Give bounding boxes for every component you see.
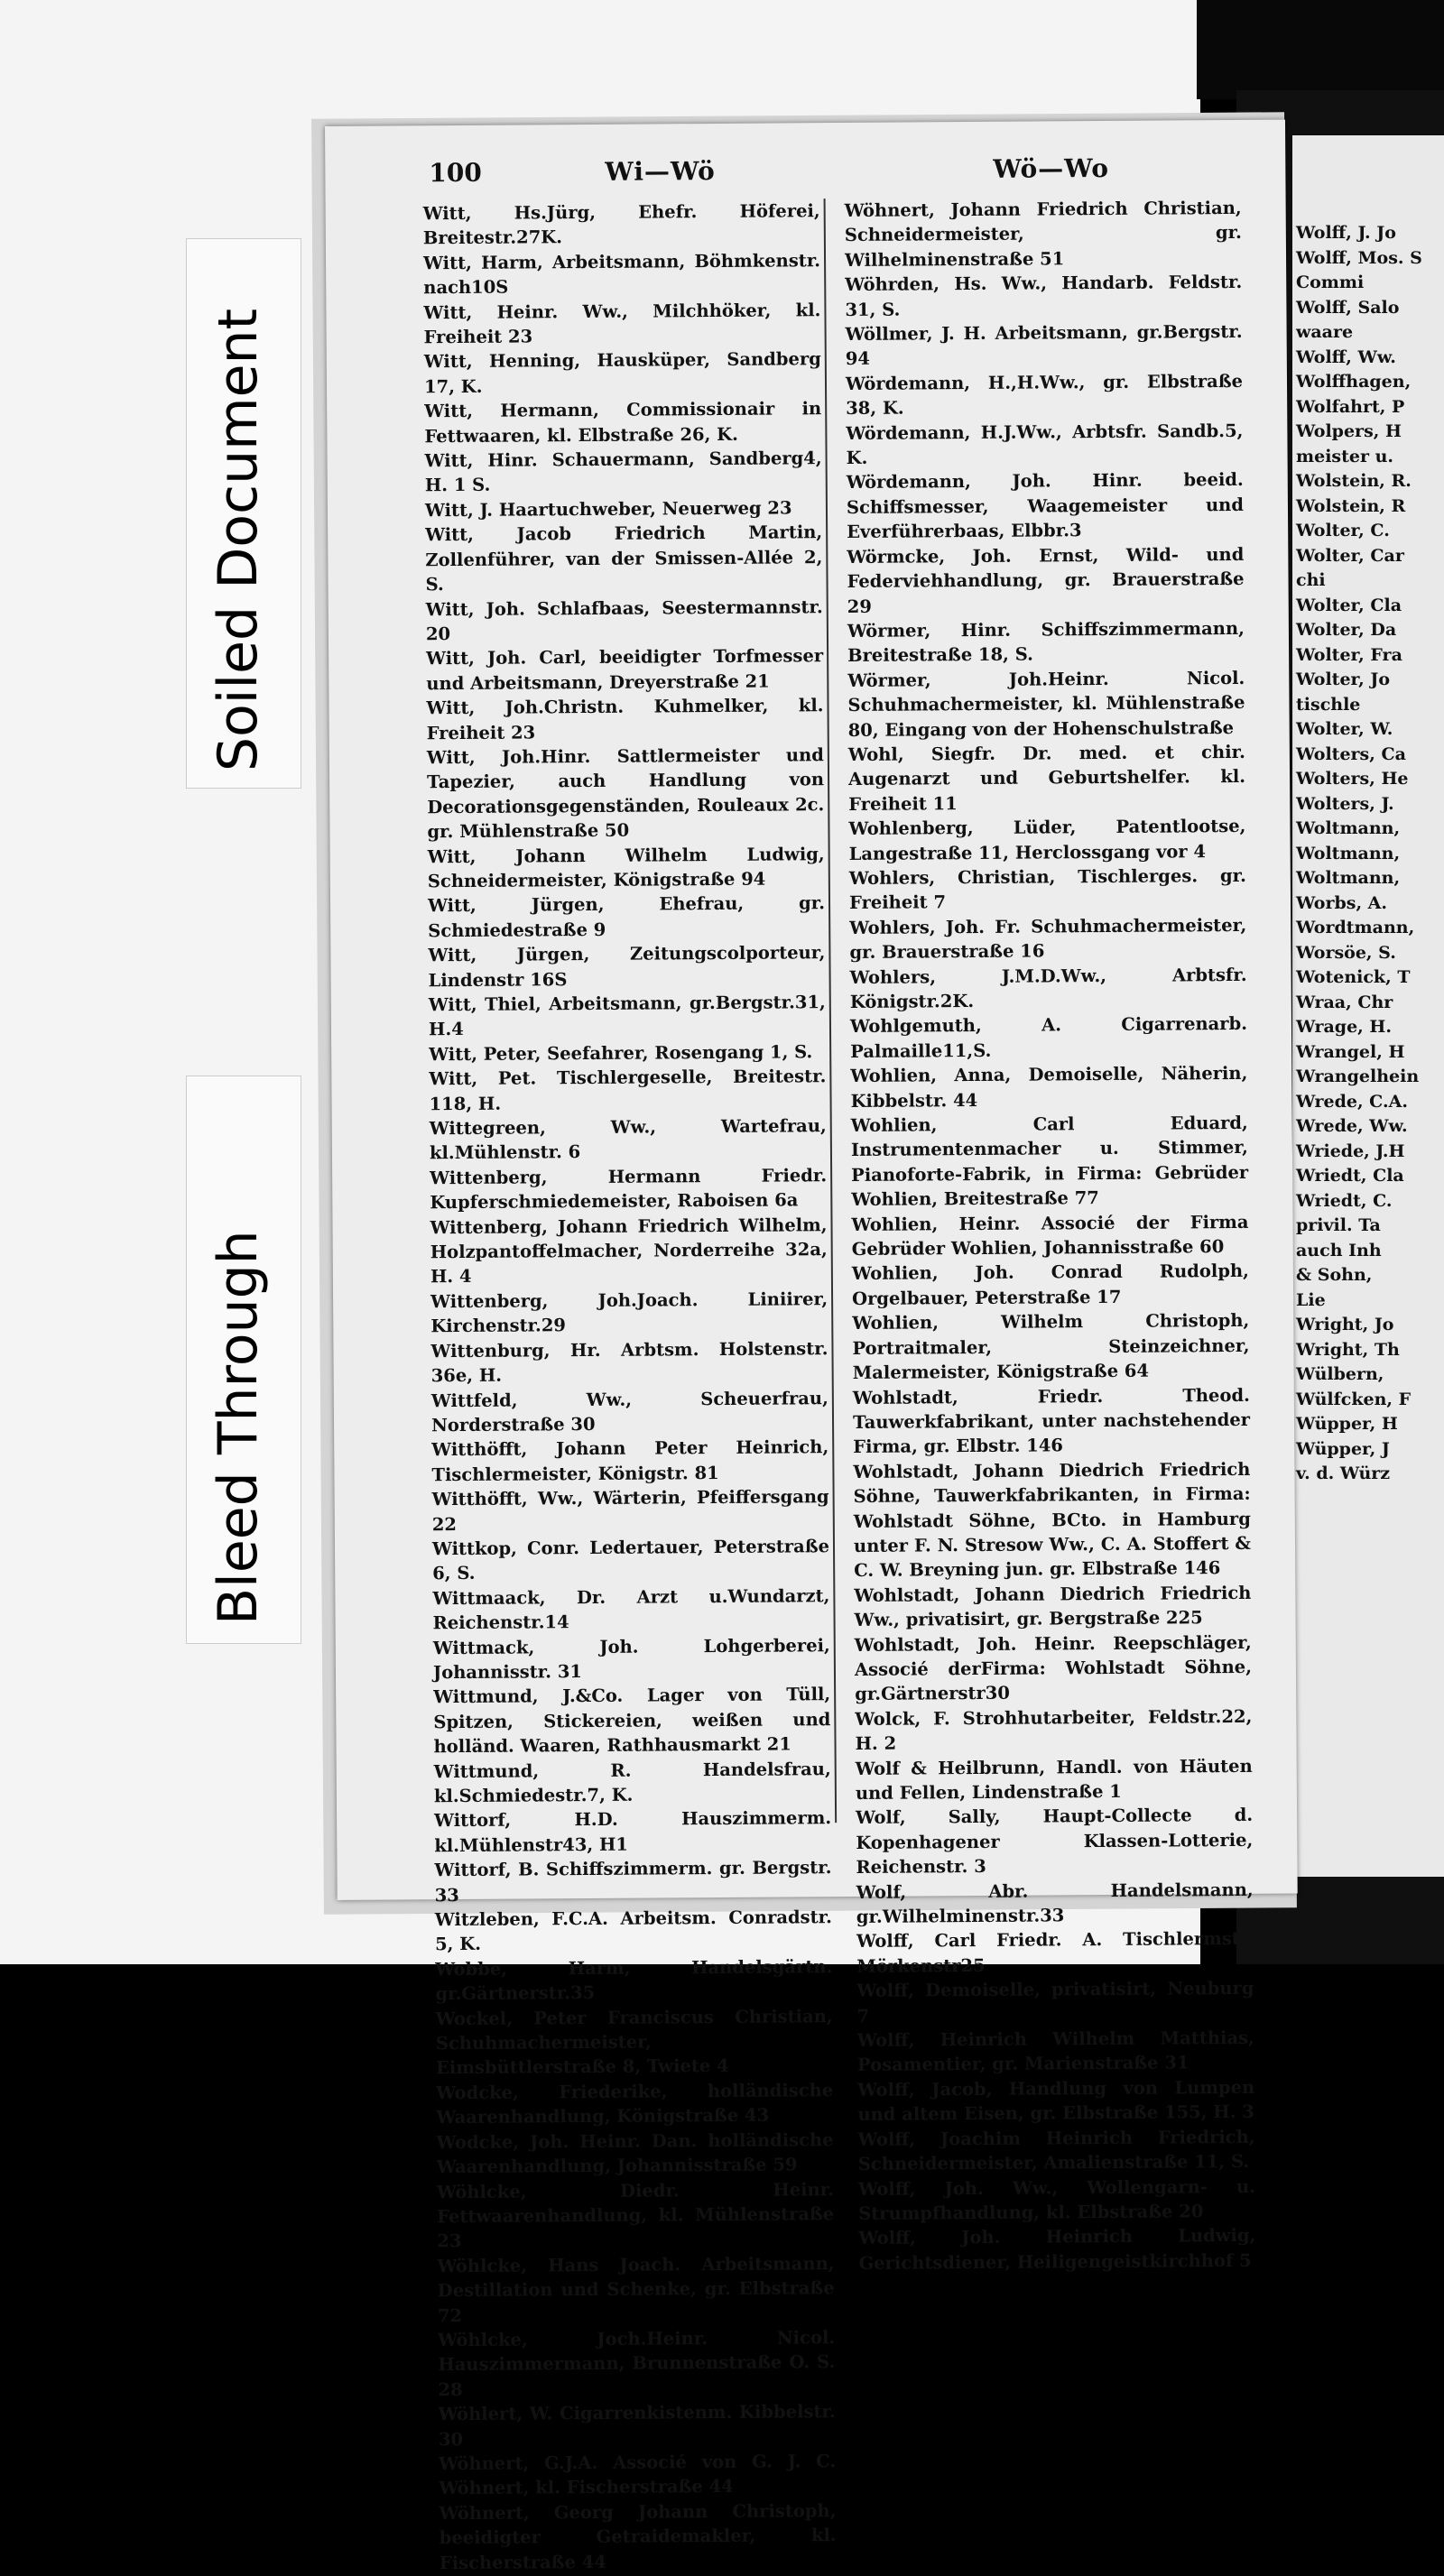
- directory-entry: Witt, Harm, Arbeitsmann, Böhmkenstr. nach10S: [422, 249, 821, 299]
- directory-entry: Witt, Hinr. Schauermann, Sandberg4, H. 1 S.: [424, 448, 822, 496]
- directory-entry: Wohlien, Carl Eduard, Instrumentenmacher u. Stimmer, Pianoforte-Fabrik, in Firma: Gebrüder Wohlien, Breitestraße 77: [850, 1112, 1249, 1211]
- directory-entry: Witt, Joh.Hinr. Sattlermeister und Tapezier, auch Handlung von Decorationsgegenständen, Rouleaux 2c. gr. Mühlenstraße 50: [426, 744, 825, 843]
- next-page-fragment: [1292, 135, 1444, 1877]
- right-range-heading: Wö—Wo: [993, 152, 1110, 184]
- directory-entry: Wolff, Joh. Heinrich Ludwig, Gerichtsdiener, Heiligengeistkirchhof 5: [858, 2225, 1256, 2274]
- next-page-line: Worbs, A.: [1296, 892, 1388, 913]
- directory-entry: Wohlgemuth, A. Cigarrenarb. Palmaille11,S.: [849, 1013, 1248, 1062]
- next-page-line: Wolstein, R.: [1296, 471, 1412, 491]
- next-page-line: Wolters, J.: [1296, 793, 1394, 814]
- next-page-line: Wriede, J.H: [1296, 1140, 1405, 1161]
- directory-entry: Wohl, Siegfr. Dr. med. et chir. Augenarzt und Geburtshelfer. kl. Freiheit 11: [847, 741, 1246, 815]
- next-page-line: Wülbern,: [1296, 1364, 1384, 1384]
- directory-entry: Wolff, Carl Friedr. A. Tischlermstr. Mörkenstr25: [856, 1928, 1254, 1977]
- directory-entry: Witt, J. Haartuchweber, Neuerweg 23: [424, 497, 792, 522]
- directory-entry: Wolff, Joachim Heinrich Friedrich, Schneidermeister, Amalienstraße 11, S.: [857, 2126, 1255, 2175]
- next-page-line: Wolpers, H: [1296, 421, 1402, 441]
- page-header: [325, 152, 1285, 195]
- directory-entry: Wockel, Peter Franciscus Christian, Schuhmachermeister, Eimsbüttlerstraße 8, Twiete 4: [435, 2005, 833, 2079]
- next-page-line: Wolstein, R: [1296, 495, 1406, 516]
- next-page-line: Wülfcken, F: [1296, 1389, 1412, 1409]
- directory-entry: Witthöfft, Ww., Wärterin, Pfeiffersgang 22: [431, 1486, 829, 1535]
- next-page-line: Wolter, Fra: [1296, 644, 1402, 665]
- directory-entry: Wohlien, Wilhelm Christoph, Portraitmaler, Steinzeichner, Malermeister, Königstraße 64: [852, 1310, 1250, 1384]
- directory-entry: Wohlstadt, Friedr. Theod. Tauwerkfabrikant, unter nachstehender Firma, gr. Elbstr. 146: [852, 1384, 1251, 1458]
- next-page-line: meister u.: [1296, 446, 1394, 466]
- directory-entry: Wohlenberg, Lüder, Patentlootse, Langestraße 11, Herclossgang vor 4: [848, 816, 1246, 864]
- directory-entry: Wolf, Sally, Haupt-Collecte d. Kopenhagener Klassen-Lotterie, Reichenstr. 3: [856, 1805, 1254, 1879]
- directory-entry: Wöhnert, Georg Johann Christoph, beeidigter Getraidemakler, kl. Fischerstraße 44: [439, 2499, 837, 2573]
- next-page-line: Wordtmann,: [1296, 918, 1415, 937]
- directory-entry: Wolff, Heinrich Wilhelm Matthias, Posamentier, gr. Marienstraße 31: [856, 2027, 1254, 2076]
- directory-entry: Witt, Jürgen, Ehefrau, gr. Schmiedestraße 9: [427, 892, 826, 942]
- next-page-line: Wolter, Car: [1296, 545, 1404, 566]
- next-page-line: Wriedt, C.: [1296, 1190, 1393, 1211]
- directory-entry: Wohlers, J.M.D.Ww., Arbtsfr. Königstr.2K.: [849, 964, 1247, 1012]
- directory-entry: Wittorf, H.D. Hauszimmerm. kl.Mühlenstr43, H1: [434, 1807, 832, 1857]
- directory-entry: Wördemann, H.J.Ww., Arbtsfr. Sandb.5, K.: [846, 420, 1244, 469]
- directory-entry: Wohlers, Christian, Tischlerges. gr. Freiheit 7: [848, 864, 1246, 914]
- next-page-line: Lie: [1296, 1289, 1326, 1310]
- next-page-line: Wolters, He: [1296, 769, 1409, 789]
- next-page-line: Wolfahrt, P: [1296, 396, 1405, 417]
- next-page-line: Wrede, C.A.: [1296, 1091, 1408, 1112]
- next-page-line: Wrage, H.: [1296, 1017, 1392, 1037]
- next-page-line: waare: [1296, 322, 1354, 342]
- next-page-line: Wolff, Salo: [1296, 297, 1400, 318]
- next-page-line: Wolff, J. Jo: [1296, 223, 1396, 243]
- directory-entry: Wolff, Demoiselle, privatisirt, Neuburg 7: [856, 1978, 1254, 2027]
- directory-entry: Wolf & Heilbrunn, Handl. von Häuten und Fellen, Lindenstraße 1: [855, 1755, 1253, 1804]
- scan-border-top: [1197, 0, 1444, 99]
- next-page-line: privil. Ta: [1296, 1215, 1381, 1235]
- label-soiled-text: Soiled Document: [207, 308, 270, 771]
- directory-entry: Wohlien, Heinr. Associé der Firma Gebrüder Wohlien, Johannisstraße 60: [851, 1211, 1249, 1260]
- next-page-line: Wrede, Ww.: [1296, 1116, 1408, 1136]
- directory-entry: Wolff, Joh. Ww., Wollengarn- u. Strumpfhandlung, kl. Elbstraße 20: [857, 2175, 1256, 2224]
- next-page-line: Wüpper, J: [1296, 1438, 1390, 1459]
- directory-entry: Witthöfft, Johann Peter Heinrich, Tischlermeister, Königstr. 81: [431, 1436, 829, 1485]
- page-number: 100: [429, 157, 482, 189]
- next-page-line: Wolff, Ww.: [1296, 346, 1396, 367]
- directory-entry: Witt, Joh. Schlafbaas, Seestermannstr. 20: [425, 596, 823, 645]
- directory-entry: Wolck, F. Strohhutarbeiter, Feldstr.22, H. 2: [855, 1705, 1253, 1755]
- directory-entry: Wittfeld, Ww., Scheuerfrau, Norderstraße 30: [430, 1387, 828, 1436]
- directory-entry: Witt, Pet. Tischlergeselle, Breitestr. 118, H.: [429, 1066, 827, 1114]
- directory-entry: Wodcke, Friederike, holländische Waarenhandlung, Königstraße 43: [436, 2079, 834, 2128]
- directory-entry: Wohlien, Joh. Conrad Rudolph, Orgelbauer, Peterstraße 17: [851, 1260, 1249, 1309]
- directory-entry: Wittegreen, Ww., Wartefrau, kl.Mühlenstr. 6: [429, 1115, 827, 1164]
- directory-entry: Wohlers, Joh. Fr. Schuhmachermeister, gr. Brauerstraße 16: [849, 914, 1247, 964]
- next-page-line: Woltmann,: [1296, 843, 1401, 863]
- directory-entry: Wohlien, Anna, Demoiselle, Näherin, Kibbelstr. 44: [850, 1063, 1248, 1112]
- next-page-line: Wolter, Cla: [1296, 595, 1402, 615]
- directory-entry: Wöhrden, Hs. Ww., Handarb. Feldstr. 31, S.: [845, 272, 1243, 320]
- next-page-line: Wrangelhein: [1296, 1066, 1420, 1086]
- next-page-line: tischle: [1296, 694, 1361, 715]
- directory-entry: Witt, Hs.Jürg, Ehefr. Höferei, Breitestr.27K.: [422, 200, 820, 249]
- right-column: [845, 196, 1256, 2276]
- directory-entry: Wodcke, Joh. Heinr. Dan. holländische Waarenhandlung, Johannisstraße 59: [436, 2128, 834, 2178]
- next-page-line: Wriedt, Cla: [1296, 1166, 1404, 1186]
- next-page-column: [1296, 221, 1444, 1487]
- next-page-line: Commi: [1296, 272, 1365, 292]
- directory-entry: Witt, Joh.Christn. Kuhmelker, kl. Freiheit 23: [426, 695, 824, 743]
- directory-entry: Witt, Johann Wilhelm Ludwig, Schneidermeister, Königstraße 94: [427, 843, 825, 892]
- directory-entry: Wittenburg, Hr. Arbtsm. Holstenstr. 36e, H.: [430, 1337, 828, 1387]
- directory-entry: Wöhlcke, Hans Joach. Arbeitsmann, Destillation und Schenke, gr. Elbstraße 72: [437, 2252, 835, 2326]
- directory-entry: Witt, Peter, Seefahrer, Rosengang 1, S.: [429, 1041, 813, 1066]
- directory-entry: Wittenberg, Joh.Joach. Liniirer, Kirchenstr.29: [430, 1288, 828, 1337]
- directory-entry: Wolf, Abr. Handelsmann, gr.Wilhelminenstr.33: [856, 1879, 1254, 1927]
- directory-entry: Wördemann, Joh. Hinr. beeid. Schiffsmesser, Waagemeister und Everführerbaas, Elbbr.3: [846, 469, 1245, 543]
- directory-entry: Witt, Thiel, Arbeitsmann, gr.Bergstr.31, H.4: [428, 992, 826, 1040]
- next-page-line: & Sohn,: [1296, 1265, 1373, 1285]
- next-page-line: Wolffhagen,: [1296, 372, 1412, 392]
- next-page-line: Worsöe, S.: [1296, 942, 1396, 963]
- label-bleed-text: Bleed Through: [207, 1230, 270, 1625]
- next-page-line: Wolter, Da: [1296, 620, 1397, 640]
- directory-entry: Wöhnert, G.J.A. Associé von G. J. C. Wöhnert, kl. Fischerstraße 44: [439, 2451, 837, 2499]
- next-page-line: Wotenick, T: [1296, 967, 1411, 987]
- next-page-line: Wolters, Ca: [1296, 743, 1406, 764]
- next-page-line: v. d. Würz: [1296, 1463, 1391, 1483]
- directory-entry: Wöhlert, W. Cigarrenkistenm. Kibbelstr. 30: [438, 2401, 836, 2450]
- left-column: [423, 199, 837, 2575]
- next-page-line: Wolter, Jo: [1296, 669, 1391, 689]
- directory-entry: Wobbe, Harm, Handelsgärtn. gr.Gärtnerstr.35: [435, 1955, 833, 2005]
- next-page-line: Wolff, Mos. S: [1296, 247, 1422, 268]
- label-soiled-document: [186, 238, 301, 789]
- directory-entry: Wittmund, R. Handelsfrau, kl.Schmiedestr.7, K.: [433, 1758, 831, 1807]
- directory-entry: Wörmer, Hinr. Schiffszimmermann, Breitestraße 18, S.: [847, 617, 1245, 667]
- directory-entry: Wittmack, Joh. Lohgerberei, Johannisstr. 31: [432, 1634, 830, 1684]
- directory-entry: Witt, Joh. Carl, beeidigter Torfmesser und Arbeitsmann, Dreyerstraße 21: [426, 645, 824, 694]
- label-bleed-through: [186, 1076, 301, 1644]
- next-page-line: Wright, Jo: [1296, 1315, 1394, 1334]
- directory-entry: Wöhlcke, Joch.Heinr. Nicol. Hauszimmermann, Brunnenstraße O. S. 28: [438, 2327, 836, 2400]
- directory-entry: Wöhnert, Johann Friedrich Christian, Schneidermeister, gr. Wilhelminenstraße 51: [844, 197, 1242, 271]
- directory-entry: Wittmaack, Dr. Arzt u.Wundarzt, Reichenstr.14: [432, 1584, 830, 1634]
- directory-entry: Witt, Hermann, Commissionair in Fettwaaren, kl. Elbstraße 26, K.: [424, 398, 822, 447]
- directory-entry: Wittenberg, Hermann Friedr. Kupferschmiedemeister, Raboisen 6a: [430, 1164, 828, 1214]
- left-range-heading: Wi—Wö: [605, 155, 716, 187]
- next-page-line: auch Inh: [1296, 1240, 1382, 1260]
- directory-entry: Wittkop, Conr. Ledertauer, Peterstraße 6, S.: [431, 1536, 830, 1584]
- directory-entry: Witt, Heinr. Ww., Milchhöker, kl. Freiheit 23: [423, 299, 821, 348]
- directory-entry: Wittenberg, Johann Friedrich Wilhelm, Holzpantoffelmacher, Norderreihe 32a, H. 4: [430, 1214, 828, 1288]
- directory-entry: Witzleben, F.C.A. Arbeitsm. Conradstr. 5, K.: [434, 1907, 832, 1955]
- directory-entry: Wohlstadt, Johann Diedrich Friedrich Söhne, Tauwerkfabrikanten, in Firma: Wohlstadt Söhne, BCto. in Hamburg unter F. N. Stresow Ww., C. A. Stoffert & C. W. Breyning jun. gr. Elbstraße 146: [853, 1458, 1252, 1582]
- next-page-line: Wraa, Chr: [1296, 992, 1393, 1012]
- directory-entry: Wörmer, Joh.Heinr. Nicol. Schuhmachermeister, kl. Mühlenstraße 80, Eingang von der Hohenschulstraße: [847, 667, 1245, 741]
- next-page-line: Woltmann,: [1296, 868, 1401, 888]
- directory-page: [325, 120, 1298, 2573]
- next-page-line: Wolter, C.: [1296, 521, 1390, 540]
- next-page-line: Wrangel, H: [1296, 1041, 1405, 1062]
- directory-entry: Wöllmer, J. H. Arbeitsmann, gr.Bergstr. 94: [845, 320, 1243, 370]
- next-page-line: Wolter, W.: [1296, 719, 1393, 739]
- next-page-line: chi: [1296, 570, 1326, 590]
- next-page-line: Wüpper, H: [1296, 1414, 1398, 1434]
- directory-entry: Wittorf, B. Schiffszimmerm. gr. Bergstr. 33: [434, 1857, 832, 1906]
- directory-entry: Wohlstadt, Joh. Heinr. Reepschläger, Associé derFirma: Wohlstadt Söhne, gr.Gärtnerstr30: [854, 1631, 1253, 1705]
- directory-entry: Wöhlcke, Diedr. Heinr. Fettwaarenhandlung, kl. Mühlenstraße 23: [436, 2178, 835, 2252]
- directory-entry: Wolff, Jacob, Handlung von Lumpen und altem Eisen, gr. Elbstraße 155, H. 3: [857, 2076, 1255, 2126]
- directory-entry: Witt, Henning, Hausküper, Sandberg 17, K.: [423, 348, 821, 398]
- next-page-line: Woltmann,: [1296, 818, 1401, 838]
- directory-entry: Wittmund, J.&Co. Lager von Tüll, Spitzen, Stickereien, weißen und holländ. Waaren, Rathhausmarkt 21: [433, 1684, 831, 1758]
- directory-entry: Wohlstadt, Johann Diedrich Friedrich Ww., privatisirt, gr. Bergstraße 225: [854, 1582, 1252, 1631]
- next-page-line: Wright, Th: [1296, 1339, 1400, 1360]
- directory-entry: Wörmcke, Joh. Ernst, Wild- und Federviehhandlung, gr. Brauerstraße 29: [847, 543, 1245, 617]
- directory-entry: Witt, Jürgen, Zeitungscolporteur, Lindenstr 16S: [428, 942, 826, 991]
- directory-entry: Wördemann, H.,H.Ww., gr. Elbstraße 38, K.: [845, 370, 1244, 420]
- directory-entry: Witt, Jacob Friedrich Martin, Zollenführer, van der Smissen-Allée 2, S.: [425, 522, 823, 596]
